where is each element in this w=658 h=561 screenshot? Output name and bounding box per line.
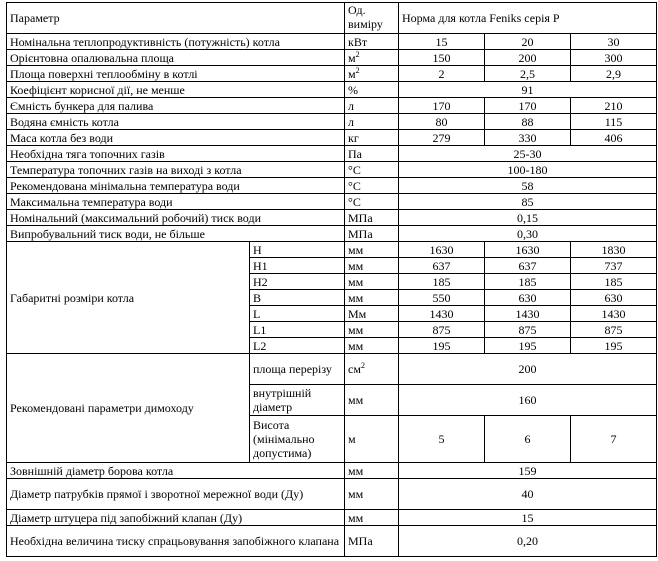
row-name: Водяна ємність котла xyxy=(7,114,345,130)
value-cell: 0,30 xyxy=(399,226,657,242)
table-row xyxy=(7,114,657,130)
value-cell: 1830 xyxy=(571,242,657,258)
row-name: Випробувальний тиск води, не більше xyxy=(7,226,345,242)
dim-unit: мм xyxy=(345,258,399,274)
chimney-unit: м xyxy=(345,416,399,463)
header-norm: Норма для котла Feniks серія P xyxy=(399,3,657,34)
value-cell: 2 xyxy=(399,66,485,82)
dim-label: H1 xyxy=(250,258,345,274)
value-cell: 0,20 xyxy=(399,526,657,557)
value-cell: 5 xyxy=(399,416,485,463)
chimney-unit: $см^2$ xyxy=(345,354,399,385)
table-row xyxy=(7,82,657,98)
value-cell: 195 xyxy=(571,338,657,354)
value-cell: 200 xyxy=(399,354,657,385)
value-cell: 1430 xyxy=(571,306,657,322)
dim-unit: мм xyxy=(345,274,399,290)
row-name: Максимальна температура води xyxy=(7,194,345,210)
dim-row xyxy=(7,242,657,258)
row-name: Зовнішній діаметр борова котла xyxy=(7,463,345,479)
value-cell: 0,15 xyxy=(399,210,657,226)
value-cell: 300 xyxy=(571,50,657,66)
table-row xyxy=(7,226,657,242)
chimney-label: внутрішній діаметр xyxy=(250,385,345,416)
dim-unit: мм xyxy=(345,322,399,338)
value-cell: 115 xyxy=(571,114,657,130)
dim-label: H xyxy=(250,242,345,258)
header-param: Параметр xyxy=(7,3,345,34)
value-cell: 1430 xyxy=(485,306,571,322)
row-unit: мм xyxy=(345,510,399,526)
value-cell: 58 xyxy=(399,178,657,194)
value-cell: 150 xyxy=(399,50,485,66)
row-name: Діаметр патрубків прямої і зворотної мережної води (Ду) xyxy=(7,479,345,510)
table-row xyxy=(7,98,657,114)
value-cell: 630 xyxy=(485,290,571,306)
value-cell: 30 xyxy=(571,34,657,50)
value-cell: 20 xyxy=(485,34,571,50)
value-cell: 6 xyxy=(485,416,571,463)
header-unit: Од. виміру xyxy=(345,3,399,34)
value-cell: 330 xyxy=(485,130,571,146)
value-cell: 195 xyxy=(399,338,485,354)
dim-label: L2 xyxy=(250,338,345,354)
value-cell: 15 xyxy=(399,510,657,526)
value-cell: 80 xyxy=(399,114,485,130)
value-cell: 875 xyxy=(399,322,485,338)
value-cell: 15 xyxy=(399,34,485,50)
value-cell: 630 xyxy=(571,290,657,306)
dim-unit: мм xyxy=(345,242,399,258)
row-unit: °С xyxy=(345,178,399,194)
row-name: Необхідна тяга топочних газів xyxy=(7,146,345,162)
table-header-row xyxy=(7,3,657,34)
value-cell: 737 xyxy=(571,258,657,274)
table-row xyxy=(7,526,657,557)
value-cell: 2,9 xyxy=(571,66,657,82)
value-cell: 85 xyxy=(399,194,657,210)
table-row xyxy=(7,34,657,50)
row-unit: $м^2$ xyxy=(345,50,399,66)
value-cell: 1630 xyxy=(485,242,571,258)
value-cell: 185 xyxy=(571,274,657,290)
dim-unit: мм xyxy=(345,338,399,354)
row-name: Номінальний (максимальний робочий) тиск води xyxy=(7,210,345,226)
value-cell: 185 xyxy=(485,274,571,290)
boiler-specs-table xyxy=(6,2,657,557)
row-unit: % xyxy=(345,82,399,98)
chimney-label: площа перерізу xyxy=(250,354,345,385)
value-cell: 637 xyxy=(485,258,571,274)
table-row xyxy=(7,66,657,82)
row-unit: мм xyxy=(345,463,399,479)
table-row xyxy=(7,194,657,210)
value-cell: 40 xyxy=(399,479,657,510)
value-cell: 637 xyxy=(399,258,485,274)
row-unit: кг xyxy=(345,130,399,146)
table-row xyxy=(7,146,657,162)
table-row xyxy=(7,130,657,146)
row-unit: л xyxy=(345,98,399,114)
dims-group-name: Габаритні розміри котла xyxy=(7,242,250,354)
value-cell: 1430 xyxy=(399,306,485,322)
row-name: Температура топочних газів на виході з котла xyxy=(7,162,345,178)
row-unit: МПа xyxy=(345,210,399,226)
row-name: Ємність бункера для палива xyxy=(7,98,345,114)
row-name: Діаметр штуцера під запобіжний клапан (Ду) xyxy=(7,510,345,526)
dim-unit: Мм xyxy=(345,306,399,322)
dim-label: L1 xyxy=(250,322,345,338)
value-cell: 7 xyxy=(571,416,657,463)
value-cell: 195 xyxy=(485,338,571,354)
row-name: Рекомендована мінімальна температура води xyxy=(7,178,345,194)
row-unit: мм xyxy=(345,479,399,510)
dim-label: L xyxy=(250,306,345,322)
row-unit: кВт xyxy=(345,34,399,50)
dim-unit: мм xyxy=(345,290,399,306)
chimney-row xyxy=(7,354,657,385)
row-unit: л xyxy=(345,114,399,130)
value-cell: 875 xyxy=(485,322,571,338)
row-name: Площа поверхні теплообміну в котлі xyxy=(7,66,345,82)
table-row xyxy=(7,178,657,194)
chimney-group-name: Рекомендовані параметри димоходу xyxy=(7,354,250,463)
table-row xyxy=(7,50,657,66)
row-name: Маса котла без води xyxy=(7,130,345,146)
row-unit: $м^2$ xyxy=(345,66,399,82)
value-cell: 25-30 xyxy=(399,146,657,162)
value-cell: 185 xyxy=(399,274,485,290)
row-name: Номінальна теплопродуктивність (потужність) котла xyxy=(7,34,345,50)
value-cell: 210 xyxy=(571,98,657,114)
value-cell: 100-180 xyxy=(399,162,657,178)
table-row xyxy=(7,162,657,178)
value-cell: 88 xyxy=(485,114,571,130)
value-cell: 160 xyxy=(399,385,657,416)
row-name: Орієнтовна опалювальна площа xyxy=(7,50,345,66)
row-unit: МПа xyxy=(345,526,399,557)
value-cell: 91 xyxy=(399,82,657,98)
dim-label: B xyxy=(250,290,345,306)
table-row xyxy=(7,210,657,226)
row-name: Коефіцієнт корисної дії, не менше xyxy=(7,82,345,98)
value-cell: 406 xyxy=(571,130,657,146)
dim-label: H2 xyxy=(250,274,345,290)
value-cell: 159 xyxy=(399,463,657,479)
table-row xyxy=(7,510,657,526)
row-unit: °С xyxy=(345,162,399,178)
table-row xyxy=(7,463,657,479)
row-unit: Па xyxy=(345,146,399,162)
table-row xyxy=(7,479,657,510)
value-cell: 1630 xyxy=(399,242,485,258)
row-unit: °С xyxy=(345,194,399,210)
value-cell: 279 xyxy=(399,130,485,146)
value-cell: 2,5 xyxy=(485,66,571,82)
chimney-label: Висота (мінімально допустима) xyxy=(250,416,345,463)
value-cell: 170 xyxy=(399,98,485,114)
value-cell: 550 xyxy=(399,290,485,306)
value-cell: 170 xyxy=(485,98,571,114)
chimney-unit: мм xyxy=(345,385,399,416)
row-name: Необхідна величина тиску спрацьовування запобіжного клапана xyxy=(7,526,345,557)
row-unit: МПа xyxy=(345,226,399,242)
value-cell: 875 xyxy=(571,322,657,338)
value-cell: 200 xyxy=(485,50,571,66)
